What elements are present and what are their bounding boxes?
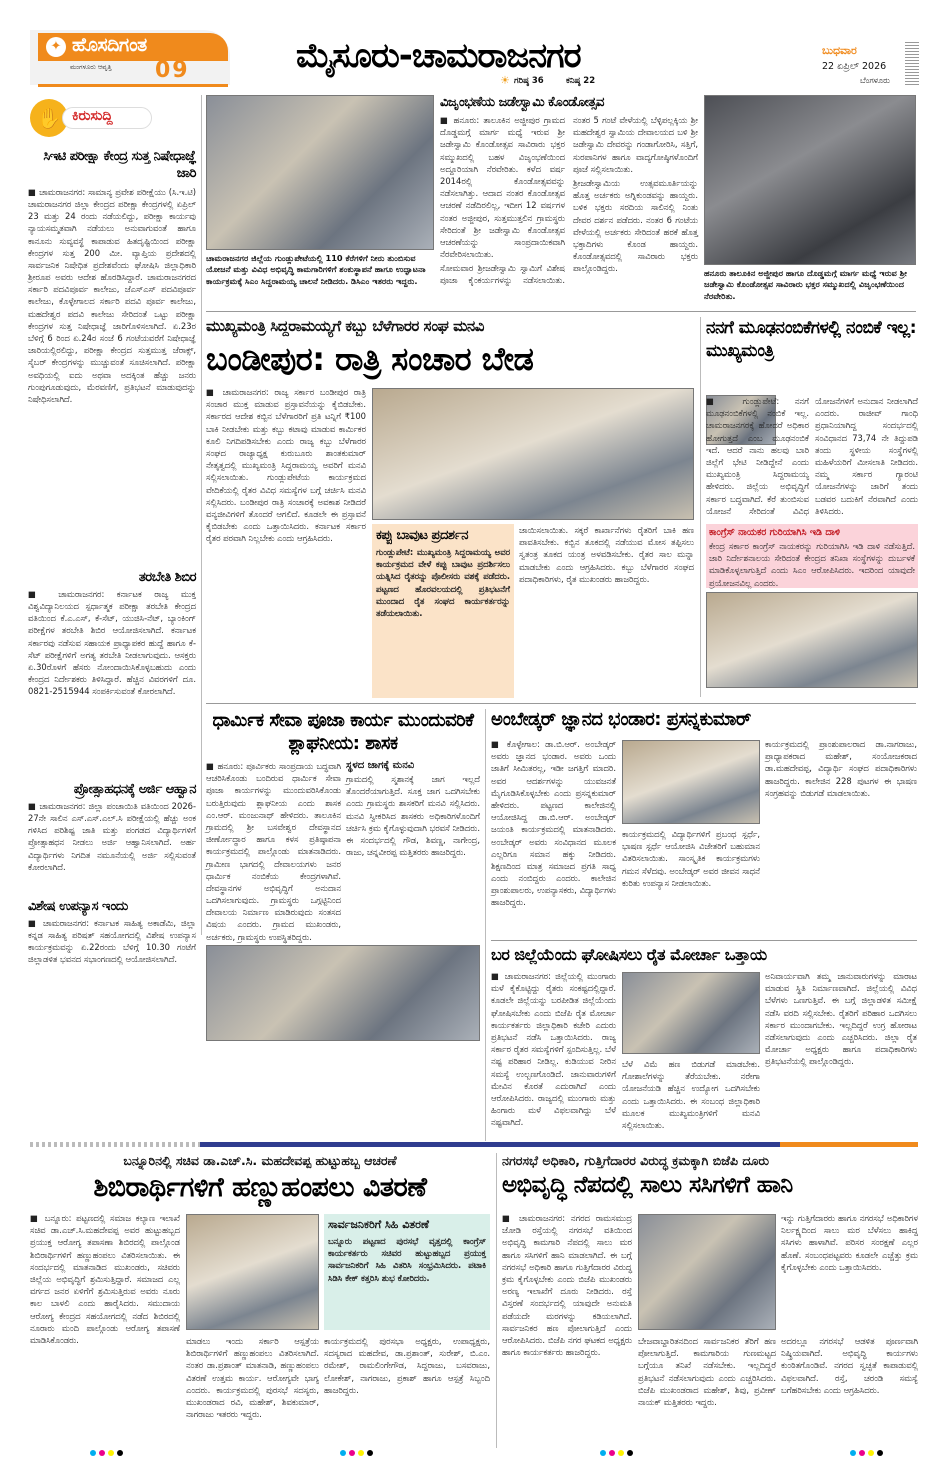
section-color-bar xyxy=(200,1142,490,1147)
kiru-suddi-column xyxy=(28,95,196,965)
subhead: ಸ್ಥಳದ ಜಾಗಕ್ಕೆ ಮನವಿ xyxy=(346,760,415,771)
kiru-headline: ವಿಶೇಷ ಉಪನ್ಯಾಸ ಇಂದು xyxy=(28,898,128,914)
bara-photo xyxy=(622,972,760,1054)
horizontal-rule xyxy=(206,311,916,312)
reg-dot xyxy=(877,1450,883,1456)
dharmika-body-continued: ಗ್ರಾಮದಲ್ಲಿ ಸ್ಮಶಾನಕ್ಕೆ ಜಾಗ ಇಲ್ಲದೆ ತೊಂದರೆಯಾಗುತ್ತಿದೆ. ಸೂಕ್ತ ಜಾಗ ಒದಗಿಸಬೇಕು ಎಂದು ಗ್ರಾಮಸ್ಥರು ಶಾಸಕರಿಗೆ ಮನವಿ ಸಲ್ಲಿಸಿದರು. ಮನವಿ ಸ್ವೀಕರಿಸಿದ ಶಾಸಕರು ಅಧಿಕಾರಿಗಳೊಂದಿಗೆ ಚರ್ಚಿಸಿ ಕ್ರಮ ಕೈಗೊಳ್ಳುವುದಾಗಿ ಭರವಸೆ ನೀಡಿದರು. ಈ ಸಂದರ್ಭದಲ್ಲಿ ಗೌಡ, ಶಿವಣ್ಣ, ನಾಗೇಂದ್ರ, ರಾಜು, ಚನ್ನವೀರಪ್ಪ ಮತ್ತಿತರರು ಹಾಜರಿದ್ದರು. xyxy=(346,774,480,858)
dharmika-photo xyxy=(206,945,480,1041)
kiru-header xyxy=(28,95,196,141)
kiru-item xyxy=(28,570,196,778)
story-body xyxy=(440,114,698,299)
corner-rule xyxy=(905,42,919,86)
reg-dot xyxy=(349,1450,355,1456)
box-text: ಗುಂಡ್ಲುಪೇಟೆ: ಮುಖ್ಯಮಂತ್ರಿ ಸಿದ್ದರಾಮಯ್ಯ ಅವರ ಕಾರ್ಯಕ್ರಮದ ವೇಳೆ ಕಪ್ಪು ಬಾವುಟ ಪ್ರದರ್ಶಿಸಲು ಯತ್ನಿಸಿದ ರೈತರನ್ನು ಪೊಲೀಸರು ವಶಕ್ಕೆ ಪಡೆದರು. ಪಟ್ಟಣದ ಹೊರವಲಯದಲ್ಲಿ ಪ್ರತಿಭಟನೆಗೆ ಮುಂದಾದ ರೈತ ಸಂಘದ ಕಾರ್ಯಕರ್ತರನ್ನು ತಡೆಯಲಾಯಿತು. xyxy=(376,547,510,618)
cm-event-photo xyxy=(206,95,434,250)
box-text: ಕೇಂದ್ರ ಸರ್ಕಾರ ಕಾಂಗ್ರೆಸ್ ನಾಯಕರನ್ನು ಗುರಿಯಾಗಿಸಿ ಇಡಿ ದಾಳಿ ನಡೆಸುತ್ತಿದೆ. ಜಾರಿ ನಿರ್ದೇಶನಾಲಯ ಸೇರಿದಂತೆ ಕೇಂದ್ರದ ತನಿಖಾ ಸಂಸ್ಥೆಗಳನ್ನು ದುರ್ಬಳಕೆ ಮಾಡಿಕೊಳ್ಳಲಾಗುತ್ತಿದೆ ಎಂದು ಸಿಎಂ ಆರೋಪಿಸಿದರು. ಇದರಿಂದ ಯಾವುದೇ ಪ್ರಯೋಜನವಿಲ್ಲ ಎಂದರು. xyxy=(709,541,915,588)
black-flag-box xyxy=(372,524,514,698)
reg-dot xyxy=(859,1450,865,1456)
kiru-title: ಕಿರುಸುದ್ದಿ xyxy=(72,108,113,124)
box-title: ಕಪ್ಪು ಬಾವುಟ ಪ್ರದರ್ಶನ xyxy=(376,528,468,543)
bandipur-body-continued: ಜಾಯಿಸಲಾಯಿತು. ಸಕ್ಕರೆ ಕಾರ್ಖಾನೆಗಳು ರೈತರಿಗೆ ಬಾಕಿ ಹಣ ಪಾವತಿಸಬೇಕು. ಕಬ್ಬಿನ ತೂಕದಲ್ಲಿ ನಡೆಯುವ ಮೋಸ ತಪ್ಪಿಸಲು ಸ್ವತಂತ್ರ ತೂಕದ ಯಂತ್ರ ಅಳವಡಿಸಬೇಕು. ರೈತರ ಸಾಲ ಮನ್ನಾ ಮಾಡಬೇಕು ಎಂದು ಆಗ್ರಹಿಸಿದರು. ಕಬ್ಬು ಬೆಳೆಗಾರರ ಸಂಘದ ಪದಾಧಿಕಾರಿಗಳು, ರೈತ ಮುಖಂಡರು ಹಾಜರಿದ್ದರು. xyxy=(519,525,694,584)
reg-dot xyxy=(600,1450,606,1456)
gutti-headline: ಅಭಿವೃದ್ಧಿ ನೆಪದಲ್ಲಿ ಸಾಲು ಸಸಿಗಳಿಗೆ ಹಾನಿ xyxy=(502,1172,793,1198)
mudha-headline: ನನಗೆ ಮೂಢನಂಬಿಕೆಗಳಲ್ಲಿ ನಂಬಿಕೆ ಇಲ್ಲ: ಮುಖ್ಯಮಂತ್ರಿ xyxy=(706,318,917,361)
gutti-body-end: ಇನ್ನು ಗುತ್ತಿಗೆದಾರರು ಹಾಗೂ ನಗರಸಭೆ ಅಧಿಕಾರಿಗಳ ನಿರ್ಲಕ್ಷ್ಯದಿಂದ ಸಾಲು ಮರ ಬೆಳೆಸಲು ಹಾಕಿದ್ದ ಸಸಿಗಳು ಹಾಳಾಗಿವೆ. ಪರಿಸರ ಸಂರಕ್ಷಣೆ ಎಲ್ಲರ ಹೊಣೆ. ಸಂಬಂಧಪಟ್ಟವರು ಕೂಡಲೇ ಎಚ್ಚೆತ್ತು ಕ್ರಮ ಕೈಗೊಳ್ಳಬೇಕು ಎಂದು ಒತ್ತಾಯಿಸಿದರು. xyxy=(781,1213,918,1272)
section-color-bar xyxy=(490,1142,780,1147)
bandipur-kicker: ಮುಖ್ಯಮಂತ್ರಿ ಸಿದ್ದರಾಮಯ್ಯಗೆ ಕಬ್ಬು ಬೆಳೆಗಾರರ ಸಂಘ ಮನವಿ xyxy=(206,317,484,335)
box-text: ಬನ್ನೂರು ಪಟ್ಟಣದ ಪುರಸಭೆ ವೃತ್ತದಲ್ಲಿ ಕಾಂಗ್ರೆಸ್ ಕಾರ್ಯಕರ್ತರು ಸಚಿವರ ಹುಟ್ಟುಹಬ್ಬದ ಪ್ರಯುಕ್ತ ಸಾರ್ವಜನಿಕರಿಗೆ ಸಿಹಿ ವಿತರಿಸಿ ಸಂಭ್ರಮಿಸಿದರು. ಪಟಾಕಿ ಸಿಡಿಸಿ ಕೇಕ್ ಕತ್ತರಿಸಿ ಶುಭ ಕೋರಿದರು. xyxy=(328,1236,486,1283)
gutti-body-continued: ಬೇಜವಾಬ್ದಾರಿತನದಿಂದ ಸಾರ್ವಜನಿಕರ ತೆರಿಗೆ ಹಣ ಪೋಲಾಗುತ್ತಿದೆ. ಕಾಮಗಾರಿಯ ಗುಣಮಟ್ಟದ ಬಗ್ಗೆಯೂ ತನಿಖೆ ನಡೆಸಬೇಕು. ಇಲ್ಲದಿದ್ದರೆ ಪ್ರತಿಭಟನೆ ನಡೆಸಲಾಗುವುದು ಎಂದು ಎಚ್ಚರಿಸಿದರು. ಬಿಜೆಪಿ ಮುಖಂಡರಾದ ಮಹೇಶ್, ಶಿವು, ಪ್ರವೀಣ್ ನಾಯಕ್ ಮತ್ತಿತರರು ಇದ್ದರು. xyxy=(638,1336,776,1407)
reg-dot xyxy=(367,1450,373,1456)
temp-max: ಗರಿಷ್ಠ 36 xyxy=(514,76,544,86)
shibira-kicker: ಬನ್ನೂರಿನಲ್ಲಿ ಸಚಿವ ಡಾ.ಎಚ್.ಸಿ. ಮಹದೇವಪ್ಪ ಹುಟ್ಟುಹಬ್ಬ ಆಚರಣೆ xyxy=(123,1153,397,1168)
reg-dot xyxy=(117,1450,123,1456)
kondotsava-photo xyxy=(704,95,916,265)
box-title: ಕಾಂಗ್ರೆಸ್ ನಾಯಕರ ಗುರಿಯಾಗಿಸಿ ಇಡಿ ದಾಳಿ xyxy=(709,527,840,538)
kiru-item xyxy=(28,899,196,979)
temp-min: ಕನಿಷ್ಠ 22 xyxy=(566,76,596,86)
mudha-body: ■ ಗುಂಡ್ಲುಪೇಟೆ: ನನಗೆ ಮೂಢನಂಬಿಕೆಗಳಲ್ಲಿ ನಂಬಿಕೆ ಇಲ್ಲ. ಚಾಮರಾಜನಗರಕ್ಕೆ ಹೋದರೆ ಅಧಿಕಾರ ಹೋಗುತ್ತದೆ ಎಂಬ ಮೂಢನಂಬಿಕೆ ಇದೆ. ಆದರೆ ನಾನು ಹಲವು ಬಾರಿ ಜಿಲ್ಲೆಗೆ ಭೇಟಿ ನೀಡಿದ್ದೇನೆ ಎಂದು ಮುಖ್ಯಮಂತ್ರಿ ಸಿದ್ದರಾಮಯ್ಯ ಹೇಳಿದರು. ಜಿಲ್ಲೆಯ ಅಭಿವೃದ್ಧಿಗೆ ಸರ್ಕಾರ ಬದ್ಧವಾಗಿದೆ. ಕೆರೆ ತುಂಬಿಸುವ ಯೋಜನೆ ಸೇರಿದಂತೆ ವಿವಿಧ ಯೋಜನೆಗಳಿಗೆ ಅನುದಾನ ನೀಡಲಾಗಿದೆ ಎಂದರು. ರಾಜೀವ್ ಗಾಂಧಿ ಪ್ರಧಾನಿಯಾಗಿದ್ದ ಸಂದರ್ಭದಲ್ಲಿ ಸಂವಿಧಾನದ 73,74 ನೇ ತಿದ್ದುಪಡಿ ತಂದು ಸ್ಥಳೀಯ ಸಂಸ್ಥೆಗಳಲ್ಲಿ ಮಹಿಳೆಯರಿಗೆ ಮೀಸಲಾತಿ ನೀಡಿದರು. ನಮ್ಮ ಸರ್ಕಾರ ಗ್ಯಾರಂಟಿ ಯೋಜನೆಗಳನ್ನು ಜಾರಿಗೆ ತಂದು ಬಡವರ ಬದುಕಿಗೆ ನೆರವಾಗಿದೆ ಎಂದು ತಿಳಿಸಿದರು. xyxy=(706,396,918,516)
gutti-body: ■ ಚಾಮರಾಜನಗರ: ನಗರದ ರಾಮಸಮುದ್ರ ಜೋಡಿ ರಸ್ತೆಯಲ್ಲಿ ನಗರಸಭೆ ವತಿಯಿಂದ ಅಭಿವೃದ್ಧಿ ಕಾಮಗಾರಿ ನೆಪದಲ್ಲಿ ಸಾಲು ಮರ ಹಾಗೂ ಸಸಿಗಳಿಗೆ ಹಾನಿ ಮಾಡಲಾಗಿದೆ. ಈ ಬಗ್ಗೆ ನಗರಸಭೆ ಅಧಿಕಾರಿ ಹಾಗೂ ಗುತ್ತಿಗೆದಾರರ ವಿರುದ್ಧ ಕ್ರಮ ಕೈಗೊಳ್ಳಬೇಕು ಎಂದು ಬಿಜೆಪಿ ಮುಖಂಡರು ಅರಣ್ಯ ಇಲಾಖೆಗೆ ದೂರು ನೀಡಿದರು. ರಸ್ತೆ ವಿಸ್ತರಣೆ ಸಂದರ್ಭದಲ್ಲಿ ಯಾವುದೇ ಅನುಮತಿ ಪಡೆಯದೇ ಮರಗಳನ್ನು ಕಡಿಯಲಾಗಿದೆ. ಸಾರ್ವಜನಿಕರ ಹಣ ಪೋಲಾಗುತ್ತಿದೆ ಎಂದು ಆರೋಪಿಸಿದರು. ಬಿಜೆಪಿ ನಗರ ಘಟಕದ ಅಧ್ಯಕ್ಷರು ಹಾಗೂ ಕಾರ್ಯಕರ್ತರು ಹಾಜರಿದ್ದರು. xyxy=(502,1213,632,1358)
horizontal-rule xyxy=(491,940,917,941)
day-label: ಬುಧವಾರ xyxy=(822,44,857,57)
horizontal-rule xyxy=(206,703,916,704)
reg-dot xyxy=(609,1450,615,1456)
kiru-headline: ಪ್ರೋತ್ಸಾಹಧನಕ್ಕೆ ಅರ್ಜಿ ಆಹ್ವಾನ xyxy=(73,781,196,797)
sun-icon: ☀ xyxy=(500,74,510,87)
mudha-photo xyxy=(706,592,918,688)
reg-dot xyxy=(99,1450,105,1456)
brand-name: ಹೊಸದಿಗಂತ xyxy=(72,34,147,56)
kiru-item xyxy=(28,782,196,895)
photo-caption: ಹನೂರು ತಾಲೂಕಿನ ಅಜ್ಜೀಪುರ ಹಾಗೂ ದೊಡ್ಡಮಗ್ಗೆ ಮಾರ್ಗ ಮಧ್ಯೆ ಇರುವ ಶ್ರೀ ಜಡೇಸ್ವಾಮಿ ಕೊಂಡೋತ್ಸವ ಸಾವಿರಾರು ಭಕ್ತರ ಸಮ್ಮುಖದಲ್ಲಿ ವಿಜೃಂಭಣೆಯಿಂದ ನೆರವೇರಿತು. xyxy=(704,268,907,301)
sweets-box xyxy=(324,1214,490,1330)
brand-underline xyxy=(38,84,228,87)
bandipur-body: ■ ಚಾಮರಾಜನಗರ: ರಾಜ್ಯ ಸರ್ಕಾರ ಬಂಡೀಪುರ ರಾತ್ರಿ ಸಂಚಾರ ಮುಕ್ತ ಮಾಡುವ ಪ್ರಸ್ತಾವನೆಯನ್ನು ಕೈಬಿಡಬೇಕು. ಸರ್ಕಾರದ ಆದೇಶ ಕಬ್ಬಿನ ಬೆಳೆಗಾರರಿಗೆ ಪ್ರತಿ ಟನ್ನಿಗೆ ₹100 ಬಾಕಿ ನೀಡಬೇಕು ಮತ್ತು ಕಬ್ಬು ಕಟಾವು ಮಾಡುವ ಕಾರ್ಮಿಕರ ಕೂಲಿ ನಿಗದಿಪಡಿಸಬೇಕು ಎಂದು ರಾಜ್ಯ ಕಬ್ಬು ಬೆಳೆಗಾರರ ಸಂಘದ ರಾಜ್ಯಾಧ್ಯಕ್ಷ ಕುರುಬೂರು ಶಾಂತಕುಮಾರ್ ನೇತೃತ್ವದಲ್ಲಿ ಮುಖ್ಯಮಂತ್ರಿ ಸಿದ್ದರಾಮಯ್ಯ ಅವರಿಗೆ ಮನವಿ ಸಲ್ಲಿಸಲಾಯಿತು. ಗುಂಡ್ಲುಪೇಟೆಯ ಕಾರ್ಯಕ್ರಮದ ವೇದಿಕೆಯಲ್ಲಿ ರೈತರ ವಿವಿಧ ಸಮಸ್ಯೆಗಳ ಬಗ್ಗೆ ಚರ್ಚಿಸಿ ಮನವಿ ಸಲ್ಲಿಸಿದರು. ಬಂಡೀಪುರ ರಾತ್ರಿ ಸಂಚಾರಕ್ಕೆ ಅವಕಾಶ ನೀಡಿದರೆ ವನ್ಯಜೀವಿಗಳಿಗೆ ತೊಂದರೆ ಆಗಲಿದೆ. ಕೂಡಲೇ ಈ ಪ್ರಸ್ತಾವನೆ ಕೈಬಿಡಬೇಕು ಎಂದು ಒತ್ತಾಯಿಸಿದರು. ಕರ್ನಾಟಕ ಸರ್ಕಾರ ರೈತರ ಪರವಾಗಿ ನಿಲ್ಲಬೇಕು ಎಂದು ಆಗ್ರಹಿಸಿದರು. xyxy=(206,387,366,544)
shibira-body-continued: ಮಾಡಲು ಇಂದು ಸರ್ಕಾರಿ ಆಸ್ಪತ್ರೆಯ ಶಿಬಿರಾರ್ಥಿಗಳಿಗೆ ಹಣ್ಣುಹಂಪಲು ವಿತರಿಸಲಾಗಿದೆ. ನಂತರ ಡಾ.ಪ್ರಶಾಂತ್ ಮಾತನಾಡಿ, ಹಣ್ಣುಹಂಪಲು ವಿತರಣೆ ಉತ್ತಮ ಕಾರ್ಯ. ಆರೋಗ್ಯವೇ ಭಾಗ್ಯ ಎಂದರು. ಕಾರ್ಯಕ್ರಮದಲ್ಲಿ ಪುರಸಭೆ ಸದಸ್ಯರು, ಮುಖಂಡರಾದ ರವಿ, ಮಹೇಶ್, ಶಿವಕುಮಾರ್, ನಾಗರಾಜು ಇತರರು ಇದ್ದರು. xyxy=(186,1336,319,1420)
kondotsava-story xyxy=(440,95,698,305)
kiru-text: ■ ಚಾಮರಾಜನಗರ: ಕರ್ನಾಟಕ ಸಾಹಿತ್ಯ ಅಕಾಡೆಮಿ, ಜಿಲ್ಲಾ ಕನ್ನಡ ಸಾಹಿತ್ಯ ಪರಿಷತ್ ಸಹಯೋಗದಲ್ಲಿ ವಿಶೇಷ ಉಪನ್ಯಾಸ ಕಾರ್ಯಕ್ರಮವನ್ನು ಏ.22ರಂದು ಬೆಳಿಗ್ಗೆ 10.30 ಗಂಟೆಗೆ ಜಿಲ್ಲಾಡಳಿತ ಭವನದ ಸಭಾಂಗಣದಲ್ಲಿ ಆಯೋಜಿಸಲಾಗಿದೆ. xyxy=(28,917,196,965)
reg-dot xyxy=(618,1450,624,1456)
reg-dot xyxy=(627,1450,633,1456)
kiru-text: ■ ಚಾಮರಾಜನಗರ: ಸಾಮಾನ್ಯ ಪ್ರವೇಶ ಪರೀಕ್ಷೆಯು (ಸಿ.ಇ.ಟಿ) ಚಾಮರಾಜನಗರ ಜಿಲ್ಲಾ ಕೇಂದ್ರದ ಪರೀಕ್ಷಾ ಕೇಂದ್ರಗಳಲ್ಲಿ ಏಪ್ರಿಲ್ 23 ಮತ್ತು 24 ರಂದು ನಡೆಯಲಿದ್ದು, ಪರೀಕ್ಷಾ ಕಾರ್ಯವು ನ್ಯಾಯಸಮ್ಮತವಾಗಿ ನಡೆಯಲು ಅನುವಾಗುವಂತೆ ಹಾಗೂ ಕಾನೂನು ಸುವ್ಯವಸ್ಥೆ ಕಾಪಾಡುವ ಹಿತದೃಷ್ಟಿಯಿಂದ ಪರೀಕ್ಷಾ ಕೇಂದ್ರಗಳ ಸುತ್ತ 200 ಮೀ. ವ್ಯಾಪ್ತಿಯ ಪ್ರದೇಶದಲ್ಲಿ ಸಾರ್ವಜನಿಕ ನಿಷೇಧಿತ ಪ್ರದೇಶವೆಂದು ಘೋಷಿಸಿ ಜಿಲ್ಲಾಧಿಕಾರಿ ಶ್ರೀರೂಪ ಅವರು ಆದೇಶ ಹೊರಡಿಸಿದ್ದಾರೆ. ಚಾಮರಾಜನಗರದ ಸರ್ಕಾರಿ ಪದವಿಪೂರ್ವ ಕಾಲೇಜು, ಜೆಎಸ್‌ಎಸ್ ಪದವಿಪೂರ್ವ ಕಾಲೇಜು, ಕೊಳ್ಳೇಗಾಲದ ಸರ್ಕಾರಿ ಪದವಿ ಪೂರ್ವ ಕಾಲೇಜು, ಮಹದೇಶ್ವರ ಪದವಿ ಕಾಲೇಜು ಸೇರಿದಂತೆ ಒಟ್ಟು ಪರೀಕ್ಷಾ ಕೇಂದ್ರಗಳ ಸುತ್ತ ನಿಷೇಧಾಜ್ಞೆ ಜಾರಿಗೊಳಿಸಲಾಗಿದೆ. ಏ.23ರ ಬೆಳಿಗ್ಗೆ 6 ರಿಂದ ಏ.24ರ ಸಂಜೆ 6 ಗಂಟೆಯವರೆಗೆ ನಿಷೇಧಾಜ್ಞೆ ಜಾರಿಯಲ್ಲಿರಲಿದ್ದು, ಪರೀಕ್ಷಾ ಕೇಂದ್ರದ ಸುತ್ತಮುತ್ತ ಜೆರಾಕ್ಸ್, ಸೈಬರ್ ಕೇಂದ್ರಗಳನ್ನು ಮುಚ್ಚುವಂತೆ ಸೂಚಿಸಲಾಗಿದೆ. ಪರೀಕ್ಷಾ ಅವಧಿಯಲ್ಲಿ ಐದು ಅಥವಾ ಅದಕ್ಕಿಂತ ಹೆಚ್ಚು ಜನರು ಗುಂಪುಗೂಡುವುದು, ಮೆರವಣಿಗೆ, ಪ್ರತಿಭಟನೆ ಮಾಡುವುದನ್ನು ನಿಷೇಧಿಸಲಾಗಿದೆ. xyxy=(28,186,196,404)
section-color-bar xyxy=(780,1142,918,1147)
bara-headline: ಬರ ಜಿಲ್ಲೆಯೆಂದು ಘೋಷಿಸಲು ರೈತ ಮೋರ್ಚಾ ಒತ್ತಾಯ xyxy=(491,945,767,964)
hand-icon: ✋ xyxy=(30,99,68,137)
gutti-body-last: ಅದರಲ್ಲೂ ನಗರಸಭೆ ಆಡಳಿತ ಪೂರ್ಣವಾಗಿ ನಿಷ್ಕ್ರಿಯವಾಗಿದೆ. ಅಭಿವೃದ್ಧಿ ಕಾರ್ಯಗಳು ಕುಂಠಿತಗೊಂಡಿವೆ. ನಗರದ ಸ್ವಚ್ಛತೆ ಕಾಪಾಡುವಲ್ಲಿ ವಿಫಲವಾಗಿದೆ. ರಸ್ತೆ, ಚರಂಡಿ ಸಮಸ್ಯೆ ಬಗೆಹರಿಸಬೇಕು ಎಂದು ಆಗ್ರಹಿಸಿದರು. xyxy=(781,1336,918,1395)
column-divider xyxy=(201,95,202,935)
kiru-item xyxy=(28,149,196,566)
brand-tagline: ಮಂಗಳೂರು ಆವೃತ್ತಿ xyxy=(70,63,112,71)
bara-body: ■ ಚಾಮರಾಜನಗರ: ಜಿಲ್ಲೆಯಲ್ಲಿ ಮುಂಗಾರು ಮಳೆ ಕೈಕೊಟ್ಟಿದ್ದು ರೈತರು ಸಂಕಷ್ಟದಲ್ಲಿದ್ದಾರೆ. ಕೂಡಲೇ ಜಿಲ್ಲೆಯನ್ನು ಬರಪೀಡಿತ ಜಿಲ್ಲೆಯೆಂದು ಘೋಷಿಸಬೇಕು ಎಂದು ಬಿಜೆಪಿ ರೈತ ಮೋರ್ಚಾ ಕಾರ್ಯಕರ್ತರು ಜಿಲ್ಲಾಧಿಕಾರಿ ಕಚೇರಿ ಎದುರು ಪ್ರತಿಭಟನೆ ನಡೆಸಿ ಒತ್ತಾಯಿಸಿದರು. ರಾಜ್ಯ ಸರ್ಕಾರ ರೈತರ ಸಮಸ್ಯೆಗಳಿಗೆ ಸ್ಪಂದಿಸುತ್ತಿಲ್ಲ. ಬೆಳೆ ನಷ್ಟ ಪರಿಹಾರ ನೀಡಿಲ್ಲ. ಕುಡಿಯುವ ನೀರಿನ ಸಮಸ್ಯೆ ಉಲ್ಬಣಗೊಂಡಿದೆ. ಜಾನುವಾರುಗಳಿಗೆ ಮೇವಿನ ಕೊರತೆ ಎದುರಾಗಿದೆ ಎಂದು ಆರೋಪಿಸಿದರು. ರಾಜ್ಯದಲ್ಲಿ ಮುಂಗಾರು ಮತ್ತು ಹಿಂಗಾರು ಮಳೆ ವಿಫಲವಾಗಿದ್ದು ಬೆಳೆ ನಷ್ಟವಾಗಿದೆ. xyxy=(491,971,616,1128)
bandipur-headline: ಬಂಡೀಪುರ: ರಾತ್ರಿ ಸಂಚಾರ ಬೇಡ xyxy=(206,340,534,378)
box-title: ಸಾರ್ವಜನಿಕರಿಗೆ ಸಿಹಿ ವಿತರಣೆ xyxy=(328,1218,429,1231)
dharmika-headline: ಧಾರ್ಮಿಕ ಸೇವಾ ಪೂಜಾ ಕಾರ್ಯ ಮುಂದುವರಿಕೆ ಶ್ಲಾಘನೀಯ: ಶಾಸಕ xyxy=(212,710,474,755)
shibira-body: ■ ಬನ್ನೂರು: ಪಟ್ಟಣದಲ್ಲಿ ಸಮಾಜ ಕಲ್ಯಾಣ ಇಲಾಖೆ ಸಚಿವ ಡಾ.ಎಚ್.ಸಿ.ಮಹದೇವಪ್ಪ ಅವರ ಹುಟ್ಟುಹಬ್ಬದ ಪ್ರಯುಕ್ತ ಆರೋಗ್ಯ ತಪಾಸಣಾ ಶಿಬಿರದಲ್ಲಿ ಪಾಲ್ಗೊಂಡ ಶಿಬಿರಾರ್ಥಿಗಳಿಗೆ ಹಣ್ಣುಹಂಪಲು ವಿತರಿಸಲಾಯಿತು. ಈ ಸಂದರ್ಭದಲ್ಲಿ ಮಾತನಾಡಿದ ಮುಖಂಡರು, ಸಚಿವರು ಜಿಲ್ಲೆಯ ಅಭಿವೃದ್ಧಿಗೆ ಶ್ರಮಿಸುತ್ತಿದ್ದಾರೆ. ಸಮಾಜದ ಎಲ್ಲ ವರ್ಗದ ಜನರ ಏಳಿಗೆಗೆ ಶ್ರಮಿಸುತ್ತಿರುವ ಅವರು ನೂರು ಕಾಲ ಬಾಳಲಿ ಎಂದು ಹಾರೈಸಿದರು. ಸಮುದಾಯ ಆರೋಗ್ಯ ಕೇಂದ್ರದ ಸಹಯೋಗದಲ್ಲಿ ನಡೆದ ಶಿಬಿರದಲ್ಲಿ ನೂರಾರು ಮಂದಿ ಪಾಲ್ಗೊಂಡು ಆರೋಗ್ಯ ತಪಾಸಣೆ ಮಾಡಿಸಿಕೊಂಡರು. xyxy=(30,1213,180,1345)
reg-dot xyxy=(340,1450,346,1456)
ambedkar-body-end: ಕಾರ್ಯಕ್ರಮದಲ್ಲಿ ಪ್ರಾಂಶುಪಾಲರಾದ ಡಾ.ನಾಗರಾಜು, ಪ್ರಾಧ್ಯಾಪಕರಾದ ಮಹೇಶ್, ಸಂಯೋಜಕರಾದ ಡಾ.ಮಹದೇವಪ್ಪ, ವಿದ್ಯಾರ್ಥಿ ಸಂಘದ ಪದಾಧಿಕಾರಿಗಳು ಹಾಜರಿದ್ದರು. ಕಾಲೇಜಿನ 228 ಪುಟಗಳ ಈ ಭಾಷಣ ಸಂಗ್ರಹವನ್ನು ಬಿಡುಗಡೆ ಮಾಡಲಾಯಿತು. xyxy=(765,739,917,798)
lamp-icon: ✦ xyxy=(46,37,66,57)
reg-dot xyxy=(850,1450,856,1456)
brand-logo xyxy=(38,33,228,61)
ambedkar-headline: ಅಂಬೇಡ್ಕರ್ ಜ್ಞಾನದ ಭಂಡಾರ: ಪ್ರಸನ್ನಕುಮಾರ್ xyxy=(491,709,751,730)
reg-dot xyxy=(868,1450,874,1456)
section-title: ಮೈಸೂರು-ಚಾಮರಾಜನಗರ xyxy=(296,36,581,76)
ambedkar-photo xyxy=(622,740,760,824)
bara-body-continued: ಬೆಳೆ ವಿಮೆ ಹಣ ಬಿಡುಗಡೆ ಮಾಡಬೇಕು. ಗೋಶಾಲೆಗಳನ್ನು ತೆರೆಯಬೇಕು. ನರೇಗಾ ಯೋಜನೆಯಡಿ ಹೆಚ್ಚಿನ ಉದ್ಯೋಗ ಒದಗಿಸಬೇಕು ಎಂದು ಒತ್ತಾಯಿಸಿದರು. ಈ ಸಂಬಂಧ ಜಿಲ್ಲಾಧಿಕಾರಿ ಮೂಲಕ ಮುಖ್ಯಮಂತ್ರಿಗಳಿಗೆ ಮನವಿ ಸಲ್ಲಿಸಲಾಯಿತು. xyxy=(622,1059,760,1130)
dharmika-col2 xyxy=(346,760,480,940)
reg-dot xyxy=(358,1450,364,1456)
reg-dot xyxy=(108,1450,114,1456)
dharmika-body: ■ ಹನೂರು: ಪೂರ್ವಿಕರು ಸಾಂಪ್ರದಾಯ ಬದ್ಧವಾಗಿ ಆಚರಿಸಿಕೊಂಡು ಬಂದಿರುವ ಧಾರ್ಮಿಕ ಸೇವಾ ಪೂಜಾ ಕಾರ್ಯಗಳನ್ನು ಮುಂದುವರಿಸಿಕೊಂಡು ಬರುತ್ತಿರುವುದು ಶ್ಲಾಘನೀಯ ಎಂದು ಶಾಸಕ ಎಂ.ಆರ್. ಮಂಜುನಾಥ್ ಹೇಳಿದರು. ತಾಲೂಕಿನ ಗ್ರಾಮದಲ್ಲಿ ಶ್ರೀ ಬಸವೇಶ್ವರ ದೇವಸ್ಥಾನದ ಜೀರ್ಣೋದ್ಧಾರ ಹಾಗೂ ಕಳಸ ಪ್ರತಿಷ್ಠಾಪನಾ ಕಾರ್ಯಕ್ರಮದಲ್ಲಿ ಪಾಲ್ಗೊಂಡು ಮಾತನಾಡಿದರು. ಗ್ರಾಮೀಣ ಭಾಗದಲ್ಲಿ ದೇವಾಲಯಗಳು ಜನರ ಧಾರ್ಮಿಕ ನಂಬಿಕೆಯ ಕೇಂದ್ರಗಳಾಗಿವೆ. ದೇವಸ್ಥಾನಗಳ ಅಭಿವೃದ್ಧಿಗೆ ಅನುದಾನ ಒದಗಿಸಲಾಗುವುದು. ಗ್ರಾಮಸ್ಥರು ಒಗ್ಗಟ್ಟಿನಿಂದ ದೇವಾಲಯ ನಿರ್ಮಾಣ ಮಾಡಿರುವುದು ಸಂತಸದ ವಿಷಯ ಎಂದರು. ಗ್ರಾಮದ ಮುಖಂಡರು, ಅರ್ಚಕರು, ಗ್ರಾಮಸ್ಥರು ಉಪಸ್ಥಿತರಿದ್ದರು. xyxy=(206,761,341,942)
masthead xyxy=(0,0,945,90)
registration-marks xyxy=(90,1450,890,1458)
gutti-kicker: ನಗರಸಭೆ ಅಧಿಕಾರಿ, ಗುತ್ತಿಗೆದಾರರ ವಿರುದ್ಧ ಕ್ರಮಕ್ಕಾಗಿ ಬಿಜೆಪಿ ದೂರು xyxy=(502,1153,769,1168)
shibira-photo xyxy=(186,1214,319,1330)
story-paragraph: ■ ಹನೂರು: ತಾಲೂಕಿನ ಅಜ್ಜೀಪುರ ಗ್ರಾಮದ ದೊಡ್ಡಮಗ್ಗೆ ಮಾರ್ಗ ಮಧ್ಯೆ ಇರುವ ಶ್ರೀ ಜಡೇಸ್ವಾಮಿ ಕೊಂಡೋತ್ಸವ ಸಾವಿರಾರು ಭಕ್ತರ ಸಮ್ಮುಖದಲ್ಲಿ ಬಹಳ ವಿಜೃಂಭಣೆಯಿಂದ ಅದ್ದೂರಿಯಾಗಿ ನೆರವೇರಿತು. ಕಳೆದ ವರ್ಷ 2014ರಲ್ಲಿ ಕೊಂಡೋತ್ಸವವನ್ನು ನಡೆಸಲಾಗಿತ್ತು. ಆದಾದ ನಂತರ ಕೊಂಡೋತ್ಸವ ಆಚರಣೆ ನಡೆದಿರಲಿಲ್ಲ, ಇದೀಗ 12 ವರ್ಷಗಳ ನಂತರ ಅಜ್ಜೀಪುರ, ಸುತ್ತಮುತ್ತಲಿನ ಗ್ರಾಮಸ್ಥರು ಸೇರಿದಂತೆ ಶ್ರೀ ಜಡೇಸ್ವಾಮಿ ಕೊಂಡೋತ್ಸವ ಆಚರಣೆಯನ್ನು ಸಾಂಪ್ರದಾಯಿಕವಾಗಿ ನೆರವೇರಿಸಲಾಯಿತು. xyxy=(440,115,565,260)
section-color-bar xyxy=(30,1142,200,1147)
kiru-text: ■ ಚಾಮರಾಜನಗರ: ಕರ್ನಾಟಕ ರಾಜ್ಯ ಮುಕ್ತ ವಿಶ್ವವಿದ್ಯಾನಿಲಯದ ಸ್ಪರ್ಧಾತ್ಮಕ ಪರೀಕ್ಷಾ ತರಬೇತಿ ಕೇಂದ್ರದ ವತಿಯಿಂದ ಕೆ.ಎ.ಎಸ್, ಕೆ-ಸೆಟ್, ಯುಜಿಸಿ-ನೆಟ್, ಬ್ಯಾಂಕಿಂಗ್ ಪರೀಕ್ಷೆಗಳ ತರಬೇತಿ ಶಿಬಿರ ಆಯೋಜಿಸಲಾಗಿದೆ. ಕರ್ನಾಟಕ ಸರ್ಕಾರವು ನಡೆಸುವ ಸಹಾಯಕ ಪ್ರಾಧ್ಯಾಪಕರ ಹುದ್ದೆ ಹಾಗೂ ಕೆ-ಸೆಟ್ ಪರೀಕ್ಷೆಗಳಿಗೆ ಅಗತ್ಯ ತರಬೇತಿ ನೀಡಲಾಗುವುದು. ಆಸಕ್ತರು ಏ.30ರೊಳಗೆ ಹೆಸರು ನೋಂದಾಯಿಸಿಕೊಳ್ಳಬಹುದು ಎಂದು ಕೇಂದ್ರದ ನಿರ್ದೇಶಕರು ತಿಳಿಸಿದ್ದಾರೆ. ಹೆಚ್ಚಿನ ವಿವರಗಳಿಗೆ ದೂ. 0821-2515944 ಸಂಪರ್ಕಿಸುವಂತೆ ಕೋರಲಾಗಿದೆ. xyxy=(28,588,196,697)
bara-body-end: ಅನಿವಾರ್ಯವಾಗಿ ತಮ್ಮ ಜಾನುವಾರುಗಳನ್ನು ಮಾರಾಟ ಮಾಡುವ ಸ್ಥಿತಿ ನಿರ್ಮಾಣವಾಗಿದೆ. ಜಿಲ್ಲೆಯಲ್ಲಿ ವಿವಿಧ ಬೆಳೆಗಳು ಒಣಗುತ್ತಿವೆ. ಈ ಬಗ್ಗೆ ಜಿಲ್ಲಾಡಳಿತ ಸಮೀಕ್ಷೆ ನಡೆಸಿ ವರದಿ ಸಲ್ಲಿಸಬೇಕು. ರೈತರಿಗೆ ಪರಿಹಾರ ಒದಗಿಸಲು ಸರ್ಕಾರ ಮುಂದಾಗಬೇಕು. ಇಲ್ಲದಿದ್ದರೆ ಉಗ್ರ ಹೋರಾಟ ನಡೆಸಲಾಗುವುದು ಎಂದು ಎಚ್ಚರಿಸಿದರು. ಜಿಲ್ಲಾ ರೈತ ಮೋರ್ಚಾ ಅಧ್ಯಕ್ಷರು ಹಾಗೂ ಪದಾಧಿಕಾರಿಗಳು ಪ್ರತಿಭಟನೆಯಲ್ಲಿ ಪಾಲ್ಗೊಂಡಿದ್ದರು. xyxy=(765,971,917,1067)
column-divider xyxy=(485,709,486,1141)
story-paragraph: ಶ್ರೀಜಡೇಸ್ವಾಮಿಯ ಉತ್ಸವಮೂರ್ತಿಯನ್ನು ಹೊತ್ತ ಅರ್ಚಕರು ಅಗ್ನಿಕುಂಡವನ್ನು ಹಾಯ್ದರು. ಬಳಿಕ ಭಕ್ತರು ಸರದಿಯ ಸಾಲಿನಲ್ಲಿ ನಿಂತು ದೇವರ ದರ್ಶನ ಪಡೆದರು. ನಂತರ 6 ಗಂಟೆಯ ವೇಳೆಯಲ್ಲಿ ಅರ್ಚಕರು ಸೇರಿದಂತೆ ಹರಕೆ ಹೊತ್ತ ಭಕ್ತಾದಿಗಳು ಕೊಂಡ ಹಾಯ್ದರು. ಕೊಂಡೋತ್ಸವದಲ್ಲಿ ಸಾವಿರಾರು ಭಕ್ತರು ಪಾಲ್ಗೊಂಡಿದ್ದರು. xyxy=(573,177,698,274)
city-label: ಬೆಂಗಳೂರು xyxy=(860,76,890,85)
kiru-headline: ತರಬೇತಿ ಶಿಬಿರ xyxy=(138,569,196,585)
shibira-headline: ಶಿಬಿರಾರ್ಥಿಗಳಿಗೆ ಹಣ್ಣುಹಂಪಲು ವಿತರಣೆ xyxy=(93,1172,427,1203)
kiru-text: ■ ಚಾಮರಾಜನಗರ: ಜಿಲ್ಲಾ ಪಂಚಾಯಿತಿ ವತಿಯಿಂದ 2026-27ನೇ ಸಾಲಿನ ಎಸ್.ಎಸ್.ಎಲ್.ಸಿ ಪರೀಕ್ಷೆಯಲ್ಲಿ ಹೆಚ್ಚು ಅಂಕ ಗಳಿಸಿದ ಪರಿಶಿಷ್ಟ ಜಾತಿ ಮತ್ತು ಪಂಗಡದ ವಿದ್ಯಾರ್ಥಿಗಳಿಗೆ ಪ್ರೋತ್ಸಾಹಧನ ನೀಡಲು ಅರ್ಜಿ ಆಹ್ವಾನಿಸಲಾಗಿದೆ. ಅರ್ಹ ವಿದ್ಯಾರ್ಥಿಗಳು ನಿಗದಿತ ನಮೂನೆಯಲ್ಲಿ ಅರ್ಜಿ ಸಲ್ಲಿಸುವಂತೆ ಕೋರಲಾಗಿದೆ. xyxy=(28,800,196,872)
column-divider xyxy=(496,1153,497,1448)
reg-dot xyxy=(90,1450,96,1456)
kiru-headline: ಸಿಇಟಿ ಪರೀಕ್ಷಾ ಕೇಂದ್ರ ಸುತ್ತ ನಿಷೇಧಾಜ್ಞೆ ಜಾರಿ xyxy=(43,149,196,181)
bandipur-photo xyxy=(372,388,694,520)
ambedkar-body-continued: ಕಾರ್ಯಕ್ರಮದಲ್ಲಿ ವಿದ್ಯಾರ್ಥಿಗಳಿಗೆ ಪ್ರಬಂಧ ಸ್ಪರ್ಧೆ, ಭಾಷಣ ಸ್ಪರ್ಧೆ ಆಯೋಜಿಸಿ ವಿಜೇತರಿಗೆ ಬಹುಮಾನ ವಿತರಿಸಲಾಯಿತು. ಸಾಂಸ್ಕೃತಿಕ ಕಾರ್ಯಕ್ರಮಗಳು ಗಮನ ಸೆಳೆದವು. ಅಂಬೇಡ್ಕರ್ ಅವರ ಜೀವನ ಸಾಧನೆ ಕುರಿತು ಉಪನ್ಯಾಸ ನೀಡಲಾಯಿತು. xyxy=(622,829,760,888)
page-number: 09 xyxy=(155,58,190,83)
ed-raid-box xyxy=(706,524,918,588)
story-headline: ವಿಜೃಂಭಣೆಯ ಜಡೇಸ್ವಾಮಿ ಕೊಂಡೋತ್ಸವ xyxy=(440,95,604,110)
ambedkar-body: ■ ಕೊಳ್ಳೇಗಾಲ: ಡಾ.ಬಿ.ಆರ್. ಅಂಬೇಡ್ಕರ್ ಅವರು ಜ್ಞಾನದ ಭಂಡಾರ. ಅವರು ಒಂದು ಜಾತಿಗೆ ಸೀಮಿತರಲ್ಲ, ಇಡೀ ಜಗತ್ತಿಗೆ ಮಾದರಿ. ಅವರ ಆದರ್ಶಗಳನ್ನು ಯುವಜನತೆ ಮೈಗೂಡಿಸಿಕೊಳ್ಳಬೇಕು ಎಂದು ಪ್ರಸನ್ನಕುಮಾರ್ ಹೇಳಿದರು. ಪಟ್ಟಣದ ಕಾಲೇಜಿನಲ್ಲಿ ಆಯೋಜಿಸಿದ್ದ ಡಾ.ಬಿ.ಆರ್. ಅಂಬೇಡ್ಕರ್ ಜಯಂತಿ ಕಾರ್ಯಕ್ರಮದಲ್ಲಿ ಮಾತನಾಡಿದರು. ಅಂಬೇಡ್ಕರ್ ಅವರು ಸಂವಿಧಾನದ ಮೂಲಕ ಎಲ್ಲರಿಗೂ ಸಮಾನ ಹಕ್ಕು ನೀಡಿದರು. ಶಿಕ್ಷಣದಿಂದ ಮಾತ್ರ ಸಮಾಜದ ಪ್ರಗತಿ ಸಾಧ್ಯ ಎಂದು ನಂಬಿದ್ದರು ಎಂದರು. ಕಾಲೇಜಿನ ಪ್ರಾಂಶುಪಾಲರು, ಉಪನ್ಯಾಸಕರು, ವಿದ್ಯಾರ್ಥಿಗಳು ಹಾಜರಿದ್ದರು. xyxy=(491,739,616,908)
shibira-body-end: ಕಾರ್ಯಕ್ರಮದಲ್ಲಿ ಪುರಸಭಾ ಅಧ್ಯಕ್ಷರು, ಉಪಾಧ್ಯಕ್ಷರು, ಸದಸ್ಯರಾದ ಮಹದೇವ, ಡಾ.ಪ್ರಶಾಂತ್, ಸುರೇಶ್, ಬಿ.ಎಂ. ರಮೇಶ್, ರಾಮಲಿಂಗೇಗೌಡ, ಸಿದ್ದರಾಜು, ಬಸವರಾಜು, ಲೋಕೇಶ್, ನಾಗರಾಜು, ಪ್ರಕಾಶ್ ಹಾಗೂ ಆಸ್ಪತ್ರೆ ಸಿಬ್ಬಂದಿ ಹಾಜರಿದ್ದರು. xyxy=(324,1336,490,1395)
photo-caption: ಚಾಮರಾಜನಗರ ಜಿಲ್ಲೆಯ ಗುಂಡ್ಲುಪೇಟೆಯಲ್ಲಿ 110 ಕೆರೆಗಳಿಗೆ ನೀರು ತುಂಬಿಸುವ ಯೋಜನೆ ಮತ್ತು ವಿವಿಧ ಅಭಿವೃದ್ಧಿ ಕಾಮಗಾರಿಗಳಿಗೆ ಶಂಕುಸ್ಥಾಪನೆ ಹಾಗೂ ಉದ್ಘಾಟನಾ ಕಾರ್ಯಕ್ರಮಕ್ಕೆ ಸಿಎಂ ಸಿದ್ದರಾಮಯ್ಯ ಚಾಲನೆ ನೀಡಿದರು. ಡಿಸಿಎಂ ಇತರರು ಇದ್ದರು. xyxy=(206,253,426,286)
column-divider xyxy=(700,317,701,697)
story-paragraph: ಸೋಮವಾರ ಶ್ರೀಜಡೇಸ್ವಾಮಿ ಸ್ವಾಮಿಗೆ ವಿಶೇಷ ಪೂಜಾ ಕೈಂಕರ್ಯಗಳನ್ನು ನಡೆಸಲಾಯಿತು. ನಂತರ 5 ಗಂಟೆ ವೇಳೆಯಲ್ಲಿ ಬೆಳ್ಳಿಪಲ್ಲಕ್ಕಿಯ ಶ್ರೀ ಮಹದೇಶ್ವರ ಸ್ವಾಮಿಯ ದೇವಾಲಯದ ಬಳಿ ಶ್ರೀ ಜಡೇಸ್ವಾಮಿ ದೇವರನ್ನು ಗಂಡಾಗೋರಿಸಿ, ಸತ್ತಿಗೆ, ಸುರಪಾನಿಗಳ ಹಾಗೂ ವಾದ್ಯಗೋಷ್ಠಿಗಳೊಂದಿಗೆ ಪೂಜೆ ಸಲ್ಲಿಸಲಾಯಿತು. xyxy=(440,115,698,286)
date-label: 22 ಏಪ್ರಿಲ್ 2026 xyxy=(822,61,887,72)
gutti-photo xyxy=(638,1214,776,1330)
